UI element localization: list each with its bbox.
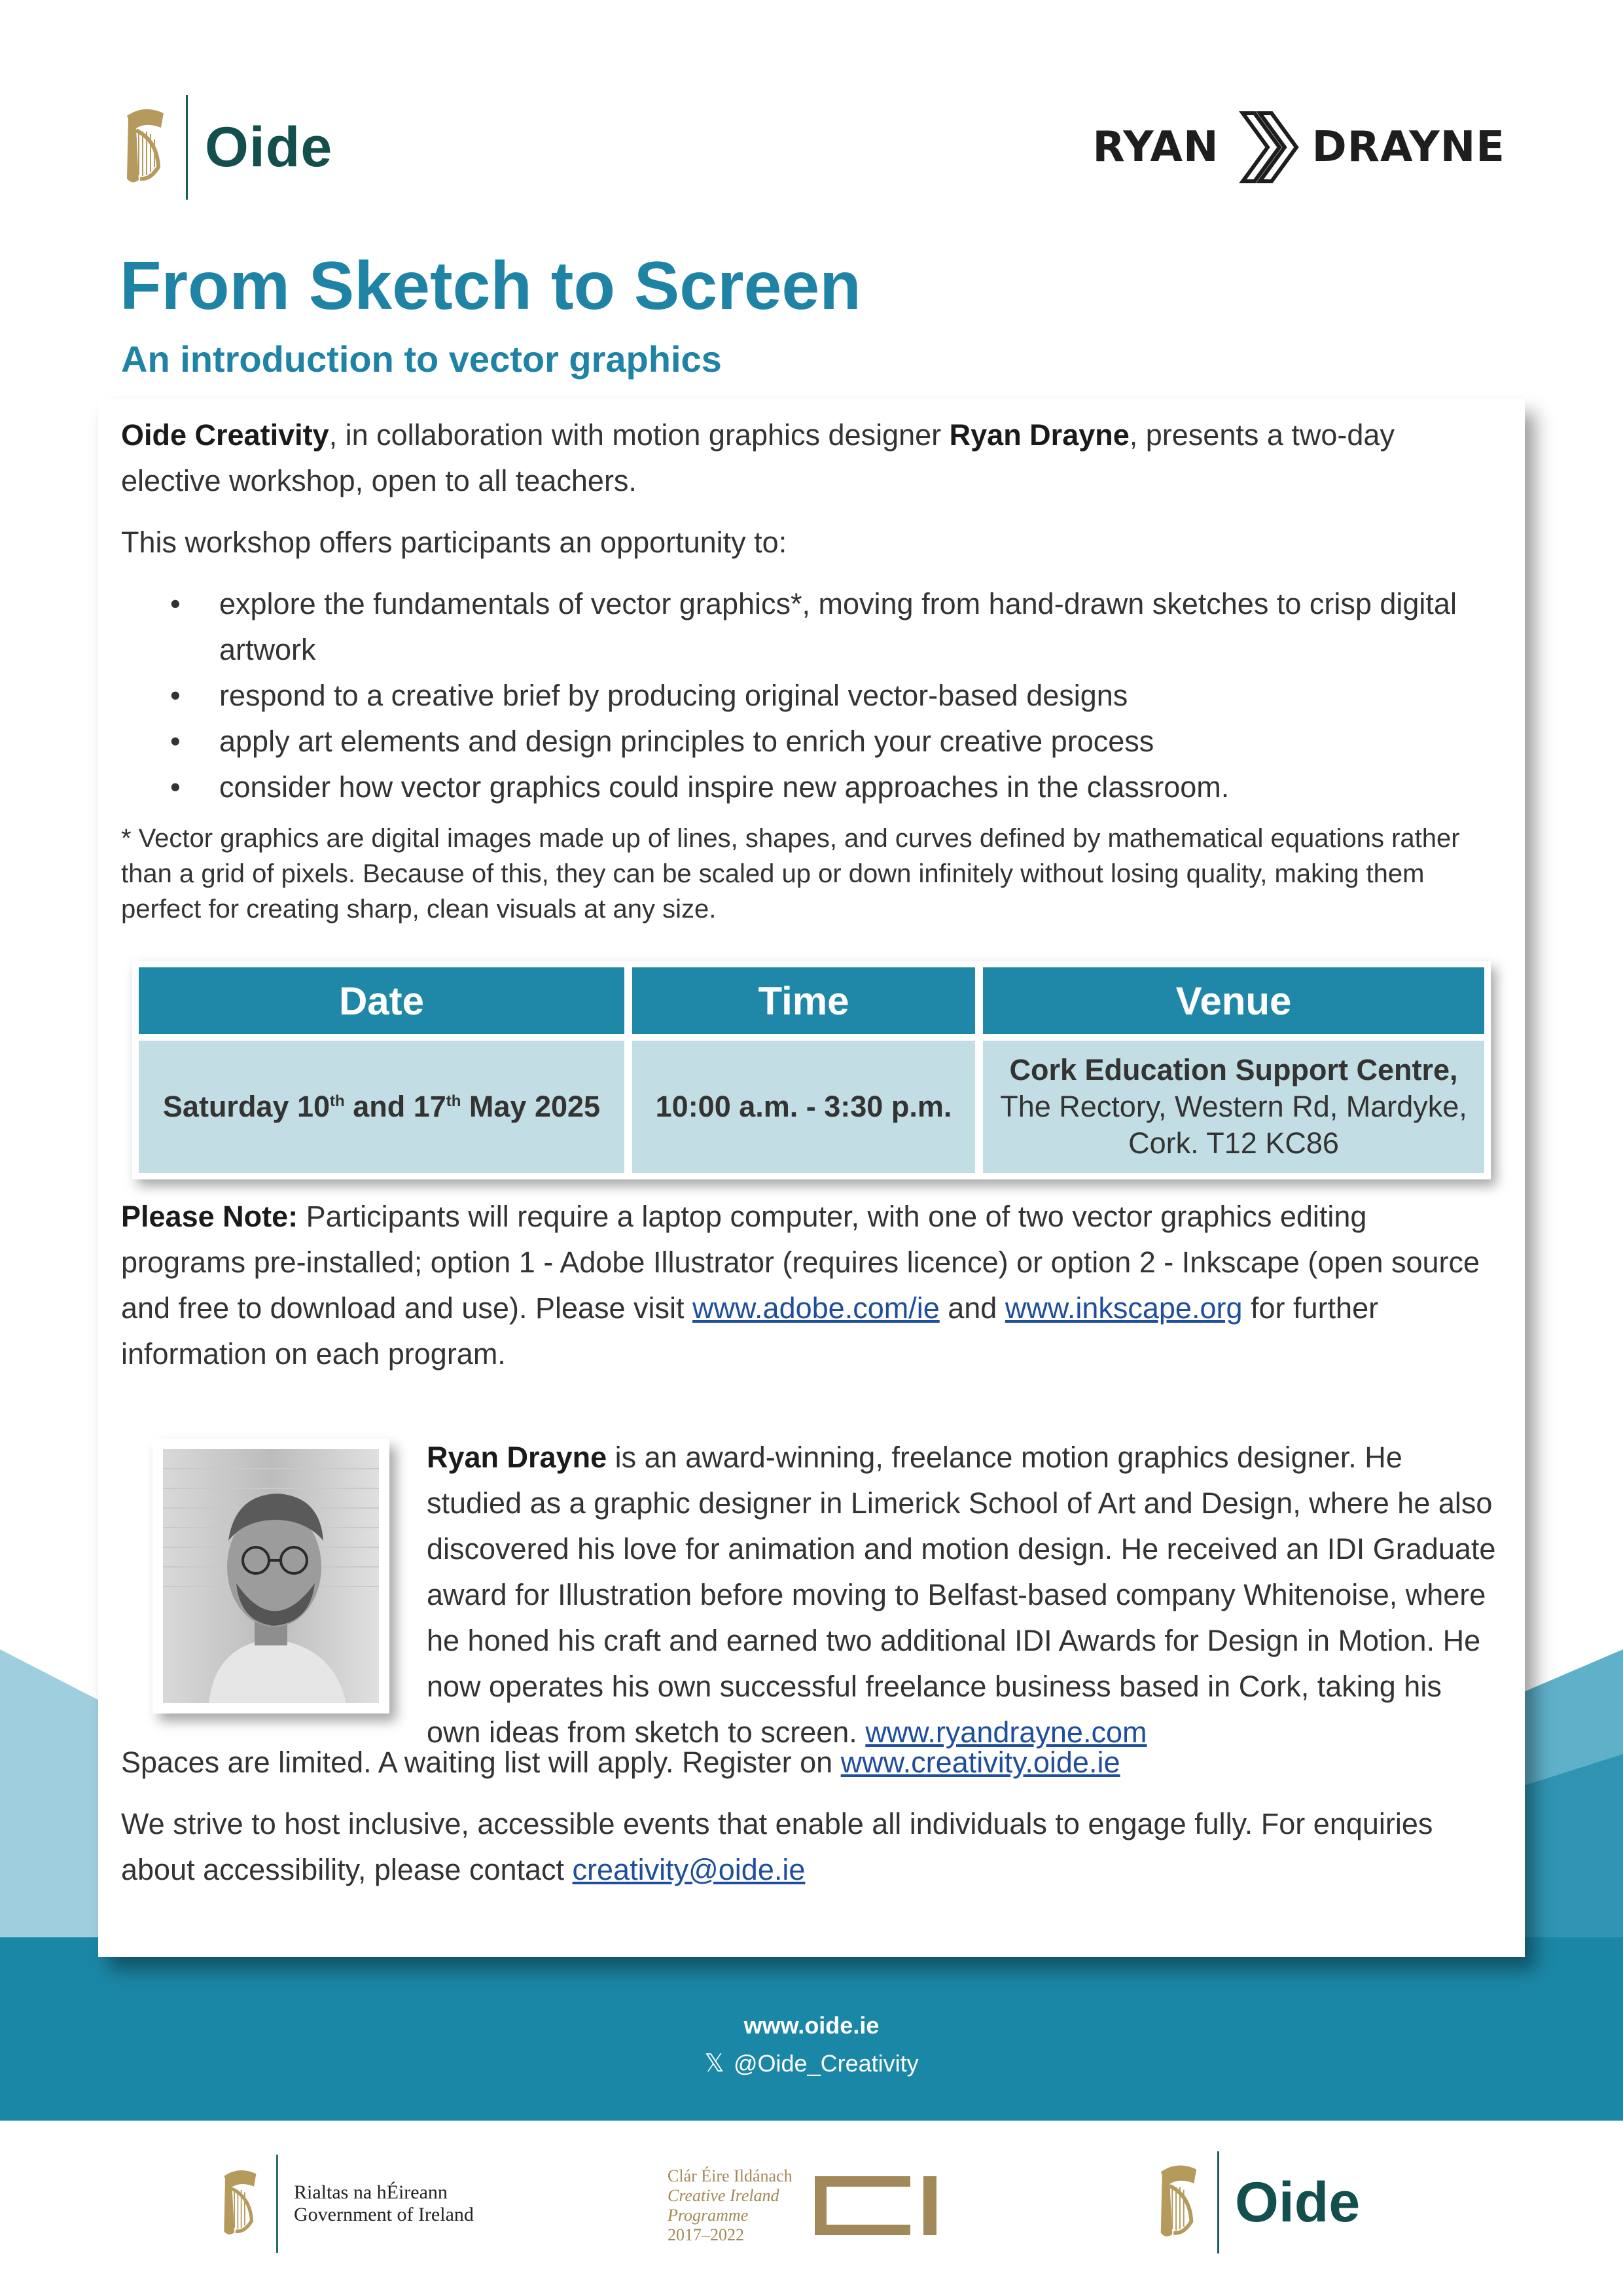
table-cell-date xyxy=(139,1041,624,1173)
harp-icon xyxy=(118,101,171,193)
harp-icon xyxy=(1152,2158,1204,2247)
harp-icon xyxy=(216,2163,263,2244)
x-logo-icon: 𝕏 xyxy=(704,2050,724,2077)
portrait-image xyxy=(163,1449,379,1703)
footnote: * Vector graphics are digital images made up of lines, shapes, and curves defined by mathematical equations rather than a grid of pixels. Because of this, they can be scaled up or down infinitely without losing quality, making them perfect for creating sharp, clean visuals at any size. xyxy=(121,824,1460,924)
note-text-2: and xyxy=(939,1291,1005,1325)
page-subtitle: An introduction to vector graphics xyxy=(121,338,722,380)
table-header-time: Time xyxy=(632,967,975,1034)
date-part-2: and 17 xyxy=(344,1090,446,1123)
venue-line-2: The Rectory, Western Rd, Mardyke, xyxy=(1000,1090,1467,1123)
offers-list xyxy=(121,581,1482,810)
ci-line-1: Clár Éire Ildánach xyxy=(668,2166,793,2185)
logo-divider xyxy=(276,2155,278,2253)
ryan-drayne-logo xyxy=(1092,105,1505,190)
please-note-paragraph xyxy=(121,1194,1482,1377)
ci-line-3: Programme xyxy=(668,2206,749,2225)
list-item: • consider how vector graphics could inspire new approaches in the classroom. xyxy=(121,764,1482,810)
date-part-1: Saturday 10 xyxy=(162,1090,330,1123)
government-of-ireland-logo xyxy=(216,2155,474,2253)
ryan-drayne-logo-right: DRAYNE xyxy=(1311,123,1505,171)
oide-logo xyxy=(118,95,332,200)
content-card xyxy=(98,399,1525,1957)
ryandrayne-link[interactable]: www.ryandrayne.com xyxy=(865,1715,1147,1749)
date-sup-1: th xyxy=(330,1092,345,1110)
gov-line-1: Rialtas na hÉireann xyxy=(294,2181,448,2203)
register-paragraph xyxy=(121,1740,1120,1785)
intro-text-2: , presents a two-day elective workshop, open to all teachers. xyxy=(121,418,1395,497)
note-text-1: Participants will require a laptop computer, with one of two vector graphics editing programs pre-installed; option 1 - Adobe Illustrator (requires licence) or option 2 - Inkscape (open source and free to download and use). Please visit xyxy=(121,1200,1480,1325)
register-link[interactable]: www.creativity.oide.ie xyxy=(840,1746,1120,1779)
bio-name: Ryan Drayne xyxy=(427,1441,607,1474)
venue-name: Cork Education Support Centre, xyxy=(1009,1053,1458,1086)
offers-lead: This workshop offers participants an opportunity to: xyxy=(121,526,787,559)
inkscape-link[interactable]: www.inkscape.org xyxy=(1005,1291,1243,1325)
list-item: • apply art elements and design principles to enrich your creative process xyxy=(121,719,1482,764)
page-title: From Sketch to Screen xyxy=(120,248,861,324)
footer-website-text[interactable]: www.oide.ie xyxy=(743,2012,880,2039)
bio-text: is an award-winning, freelance motion graphics designer. He studied as a graphic designer in Limerick School of Art and Design, where he also discovered his love for animation and motion design. He received an IDI Graduate award for Illustration before moving to Belfast-based company Whitenoise, where he honed his craft and earned two additional IDI Awards for Design in Motion. He now operates his own successful freelance business based in Cork, taking his own ideas from sketch to screen. xyxy=(427,1441,1496,1749)
gov-line-2: Government of Ireland xyxy=(294,2204,474,2225)
adobe-link[interactable]: www.adobe.com/ie xyxy=(692,1291,940,1325)
list-item: • respond to a creative brief by producing original vector-based designs xyxy=(121,673,1482,719)
table-cell-venue xyxy=(983,1041,1484,1173)
ci-line-2: Creative Ireland xyxy=(668,2186,779,2205)
note-label: Please Note: xyxy=(121,1200,298,1233)
date-part-3: May 2025 xyxy=(461,1090,601,1123)
chevron-mark-icon xyxy=(1230,108,1302,187)
intro-designer: Ryan Drayne xyxy=(949,418,1130,452)
intro-text-1: , in collaboration with motion graphics designer xyxy=(329,418,950,452)
schedule-table xyxy=(132,961,1491,1179)
intro-org: Oide Creativity xyxy=(121,418,329,452)
ryan-drayne-logo-left: RYAN xyxy=(1092,123,1219,171)
accessibility-paragraph xyxy=(121,1801,1482,1893)
accessibility-text: We strive to host inclusive, accessible events that enable all individuals to engage fully. For enquiries about accessibility, please contact xyxy=(121,1807,1433,1886)
venue-line-3: Cork. T12 KC86 xyxy=(1128,1126,1339,1160)
logo-divider xyxy=(186,95,188,200)
list-item: • explore the fundamentals of vector graphics*, moving from hand-drawn sketches to crisp digital artwork xyxy=(121,581,1482,673)
ci-line-4: 2017–2022 xyxy=(668,2225,744,2244)
table-cell-time xyxy=(632,1041,975,1173)
footer-social[interactable] xyxy=(0,2049,1623,2078)
table-header-venue: Venue xyxy=(983,967,1484,1034)
oide-footer-logo xyxy=(1152,2150,1360,2255)
creative-ireland-logo xyxy=(668,2166,943,2245)
designer-photo xyxy=(152,1439,389,1713)
designer-bio xyxy=(427,1435,1500,1755)
logo-divider xyxy=(1217,2151,1219,2253)
table-header-date: Date xyxy=(139,967,624,1034)
contact-email-link[interactable]: creativity@oide.ie xyxy=(572,1853,806,1886)
social-handle[interactable]: @Oide_Creativity xyxy=(733,2049,919,2077)
note-text-3: for further information on each program. xyxy=(121,1291,1379,1371)
intro-paragraph xyxy=(121,412,1482,504)
time-value: 10:00 a.m. - 3:30 p.m. xyxy=(655,1090,952,1123)
oide-logo-text: Oide xyxy=(205,115,333,179)
ci-mark-icon xyxy=(812,2170,943,2242)
register-text: Spaces are limited. A waiting list will apply. Register on xyxy=(121,1746,841,1779)
footer-website[interactable] xyxy=(0,2012,1623,2039)
oide-footer-text: Oide xyxy=(1235,2170,1361,2234)
date-sup-2: th xyxy=(446,1092,461,1110)
